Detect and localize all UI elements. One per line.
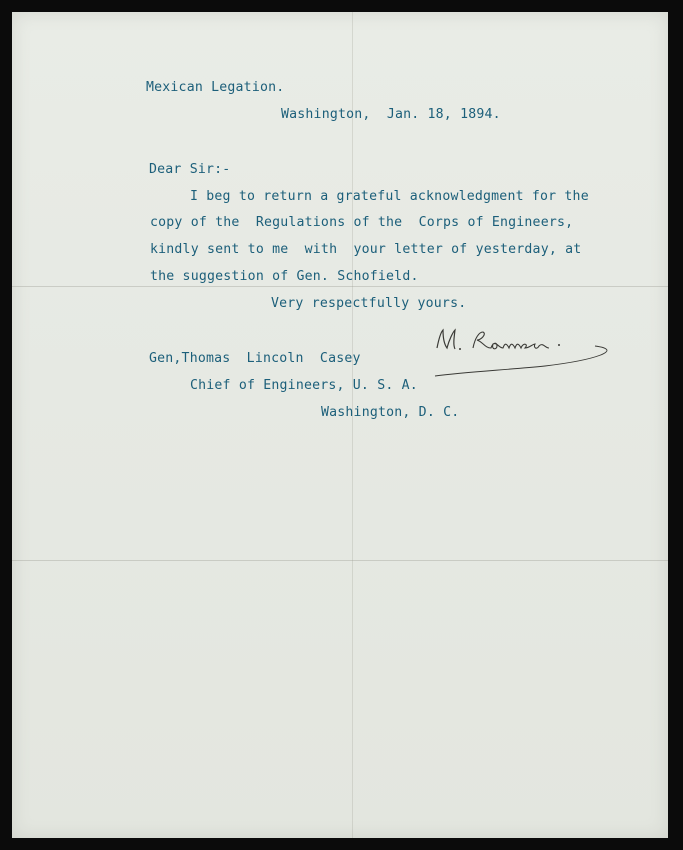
letter-sheet xyxy=(12,12,668,838)
recipient-location: Washington, D. C. xyxy=(321,405,460,420)
salutation: Dear Sir:- xyxy=(149,162,231,177)
body-line: the suggestion of Gen. Schofield. xyxy=(150,269,419,284)
recipient-title: Chief of Engineers, U. S. A. xyxy=(190,378,418,393)
fold-line xyxy=(352,12,353,838)
body-line: copy of the Regulations of the Corps of Engineers, xyxy=(150,215,574,230)
place-date-line: Washington, Jan. 18, 1894. xyxy=(281,107,501,122)
fold-line xyxy=(12,286,668,287)
closing: Very respectfully yours. xyxy=(271,296,467,311)
body-line: kindly sent to me with your letter of yesterday, at xyxy=(150,242,582,257)
recipient-name: Gen,Thomas Lincoln Casey xyxy=(149,351,361,366)
legation-heading: Mexican Legation. xyxy=(146,80,285,95)
body-line: I beg to return a grateful acknowledgment for the xyxy=(190,189,589,204)
fold-line xyxy=(12,560,668,561)
signature-image xyxy=(425,318,625,378)
